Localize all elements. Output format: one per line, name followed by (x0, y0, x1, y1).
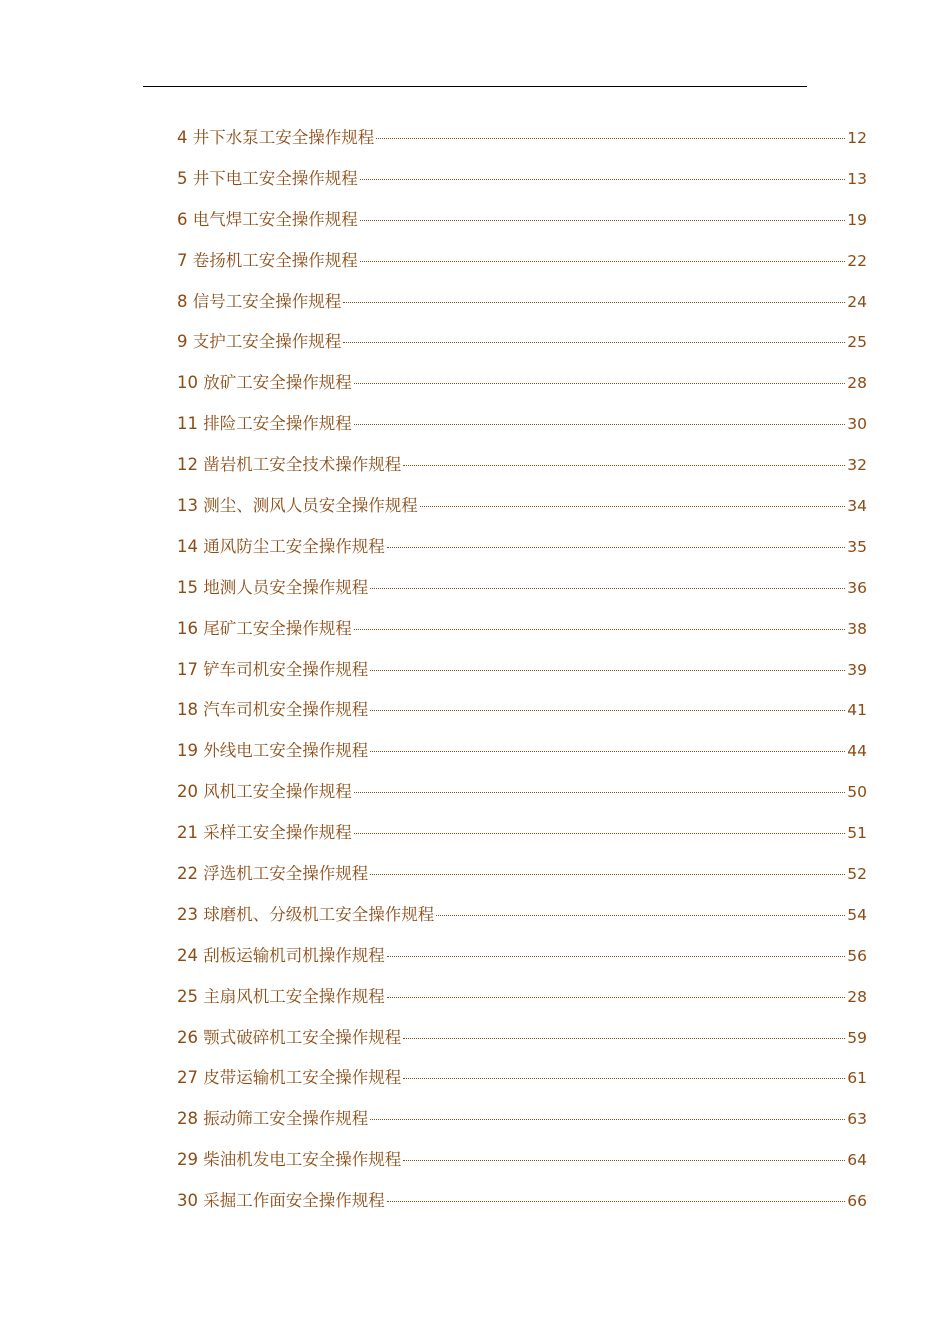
toc-entry[interactable] (177, 1064, 867, 1105)
toc-dot-leader (403, 1038, 845, 1039)
toc-entry-page-number: 52 (847, 865, 867, 884)
toc-entry-page-number: 24 (847, 292, 867, 311)
toc-entry-page-number: 28 (847, 987, 867, 1006)
toc-entry[interactable] (177, 901, 867, 942)
toc-entry-title: 4 井下水泵工安全操作规程 (177, 128, 375, 147)
toc-entry-page-number: 44 (847, 742, 867, 761)
toc-dot-leader (420, 506, 846, 507)
toc-entry-title: 22 浮选机工安全操作规程 (177, 864, 369, 884)
toc-entry[interactable] (177, 1024, 867, 1065)
toc-entry-title: 25 主扇风机工安全操作规程 (177, 986, 385, 1006)
toc-entry-page-number: 12 (847, 129, 867, 147)
toc-entry-page-number: 51 (847, 824, 867, 843)
toc-entry-title: 10 放矿工安全操作规程 (177, 373, 352, 393)
toc-entry-title: 14 通风防尘工安全操作规程 (177, 536, 385, 556)
toc-dot-leader (387, 956, 846, 957)
toc-entry-title: 26 颚式破碎机工安全操作规程 (177, 1027, 402, 1047)
toc-dot-leader (370, 751, 845, 752)
toc-entry[interactable] (177, 574, 867, 615)
toc-entry[interactable] (177, 451, 867, 492)
toc-entry-page-number: 38 (847, 619, 867, 638)
toc-entry-page-number: 28 (847, 374, 867, 393)
toc-entry-title: 9 支护工安全操作规程 (177, 332, 342, 352)
toc-dot-leader (403, 1160, 845, 1161)
toc-entry-title: 6 电气焊工安全操作规程 (177, 209, 358, 229)
toc-dot-leader (387, 547, 846, 548)
toc-entry-title: 8 信号工安全操作规程 (177, 291, 342, 311)
toc-entry-title: 15 地测人员安全操作规程 (177, 577, 369, 597)
toc-entry[interactable] (177, 1105, 867, 1146)
toc-entry[interactable] (177, 533, 867, 574)
toc-entry-page-number: 36 (847, 578, 867, 597)
toc-entry-page-number: 39 (847, 660, 867, 679)
toc-entry[interactable] (177, 1146, 867, 1187)
toc-dot-leader (360, 179, 846, 180)
toc-dot-leader (370, 588, 845, 589)
toc-entry-title: 17 铲车司机安全操作规程 (177, 659, 369, 679)
toc-dot-leader (370, 874, 845, 875)
toc-dot-leader (436, 915, 845, 916)
toc-dot-leader (370, 670, 845, 671)
toc-dot-leader (354, 833, 846, 834)
toc-dot-leader (403, 1078, 845, 1079)
toc-entry-page-number: 19 (847, 210, 867, 229)
toc-entry-title: 23 球磨机、分级机工安全操作规程 (177, 904, 435, 924)
toc-entry[interactable] (177, 369, 867, 410)
toc-entry[interactable] (177, 328, 867, 369)
toc-entry-page-number: 30 (847, 415, 867, 434)
toc-entry[interactable] (177, 288, 867, 329)
toc-entry-page-number: 54 (847, 905, 867, 924)
toc-entry-page-number: 41 (847, 701, 867, 720)
toc-entry-page-number: 34 (847, 497, 867, 516)
toc-entry-page-number: 13 (847, 169, 867, 188)
toc-entry-page-number: 56 (847, 946, 867, 965)
toc-entry-page-number: 32 (847, 456, 867, 475)
toc-dot-leader (343, 302, 845, 303)
toc-entry-title: 5 井下电工安全操作规程 (177, 168, 358, 188)
toc-entry[interactable] (177, 615, 867, 656)
toc-entry[interactable] (177, 492, 867, 533)
toc-entry-page-number: 59 (847, 1028, 867, 1047)
toc-dot-leader (387, 997, 846, 998)
toc-entry-page-number: 35 (847, 537, 867, 556)
toc-entry-page-number: 22 (847, 251, 867, 270)
toc-entry-title: 18 汽车司机安全操作规程 (177, 700, 369, 720)
toc-dot-leader (370, 710, 845, 711)
toc-entry[interactable] (177, 206, 867, 247)
toc-entry-title: 27 皮带运输机工安全操作规程 (177, 1068, 402, 1088)
toc-entry-page-number: 50 (847, 783, 867, 802)
toc-entry-title: 16 尾矿工安全操作规程 (177, 618, 352, 638)
toc-dot-leader (354, 383, 846, 384)
toc-entry[interactable] (177, 860, 867, 901)
toc-dot-leader (403, 465, 845, 466)
toc-entry-title: 7 卷扬机工安全操作规程 (177, 250, 358, 270)
toc-entry-title: 12 凿岩机工安全技术操作规程 (177, 455, 402, 475)
toc-dot-leader (354, 792, 846, 793)
toc-dot-leader (370, 1119, 845, 1120)
toc-entry-page-number: 61 (847, 1069, 867, 1088)
toc-entry-title: 24 刮板运输机司机操作规程 (177, 945, 385, 965)
toc-entry[interactable] (177, 696, 867, 737)
toc-entry[interactable] (177, 124, 867, 165)
toc-entry[interactable] (177, 410, 867, 451)
toc-entry-page-number: 63 (847, 1110, 867, 1129)
toc-entry[interactable] (177, 737, 867, 778)
toc-dot-leader (354, 629, 846, 630)
toc-entry[interactable] (177, 942, 867, 983)
toc-entry[interactable] (177, 656, 867, 697)
toc-entry-title: 30 采掘工作面安全操作规程 (177, 1191, 385, 1211)
toc-entry-title: 20 风机工安全操作规程 (177, 782, 352, 802)
toc-dot-leader (360, 261, 846, 262)
header-rule (143, 86, 807, 87)
table-of-contents (177, 124, 867, 1228)
toc-entry[interactable] (177, 819, 867, 860)
toc-entry[interactable] (177, 165, 867, 206)
toc-entry-title: 28 振动筛工安全操作规程 (177, 1109, 369, 1129)
toc-entry[interactable] (177, 247, 867, 288)
toc-entry-page-number: 64 (847, 1151, 867, 1170)
toc-dot-leader (376, 138, 845, 139)
toc-entry-title: 11 排险工安全操作规程 (177, 414, 352, 434)
toc-entry[interactable] (177, 778, 867, 819)
toc-dot-leader (387, 1201, 846, 1202)
toc-entry-title: 29 柴油机发电工安全操作规程 (177, 1150, 402, 1170)
toc-entry-title: 19 外线电工安全操作规程 (177, 741, 369, 761)
toc-entry-page-number: 66 (847, 1192, 867, 1211)
toc-dot-leader (343, 342, 845, 343)
toc-dot-leader (360, 220, 846, 221)
toc-entry-page-number: 25 (847, 333, 867, 352)
toc-entry[interactable] (177, 1187, 867, 1228)
toc-entry[interactable] (177, 983, 867, 1024)
toc-entry-title: 21 采样工安全操作规程 (177, 823, 352, 843)
toc-dot-leader (354, 424, 846, 425)
toc-entry-title: 13 测尘、测风人员安全操作规程 (177, 496, 418, 516)
